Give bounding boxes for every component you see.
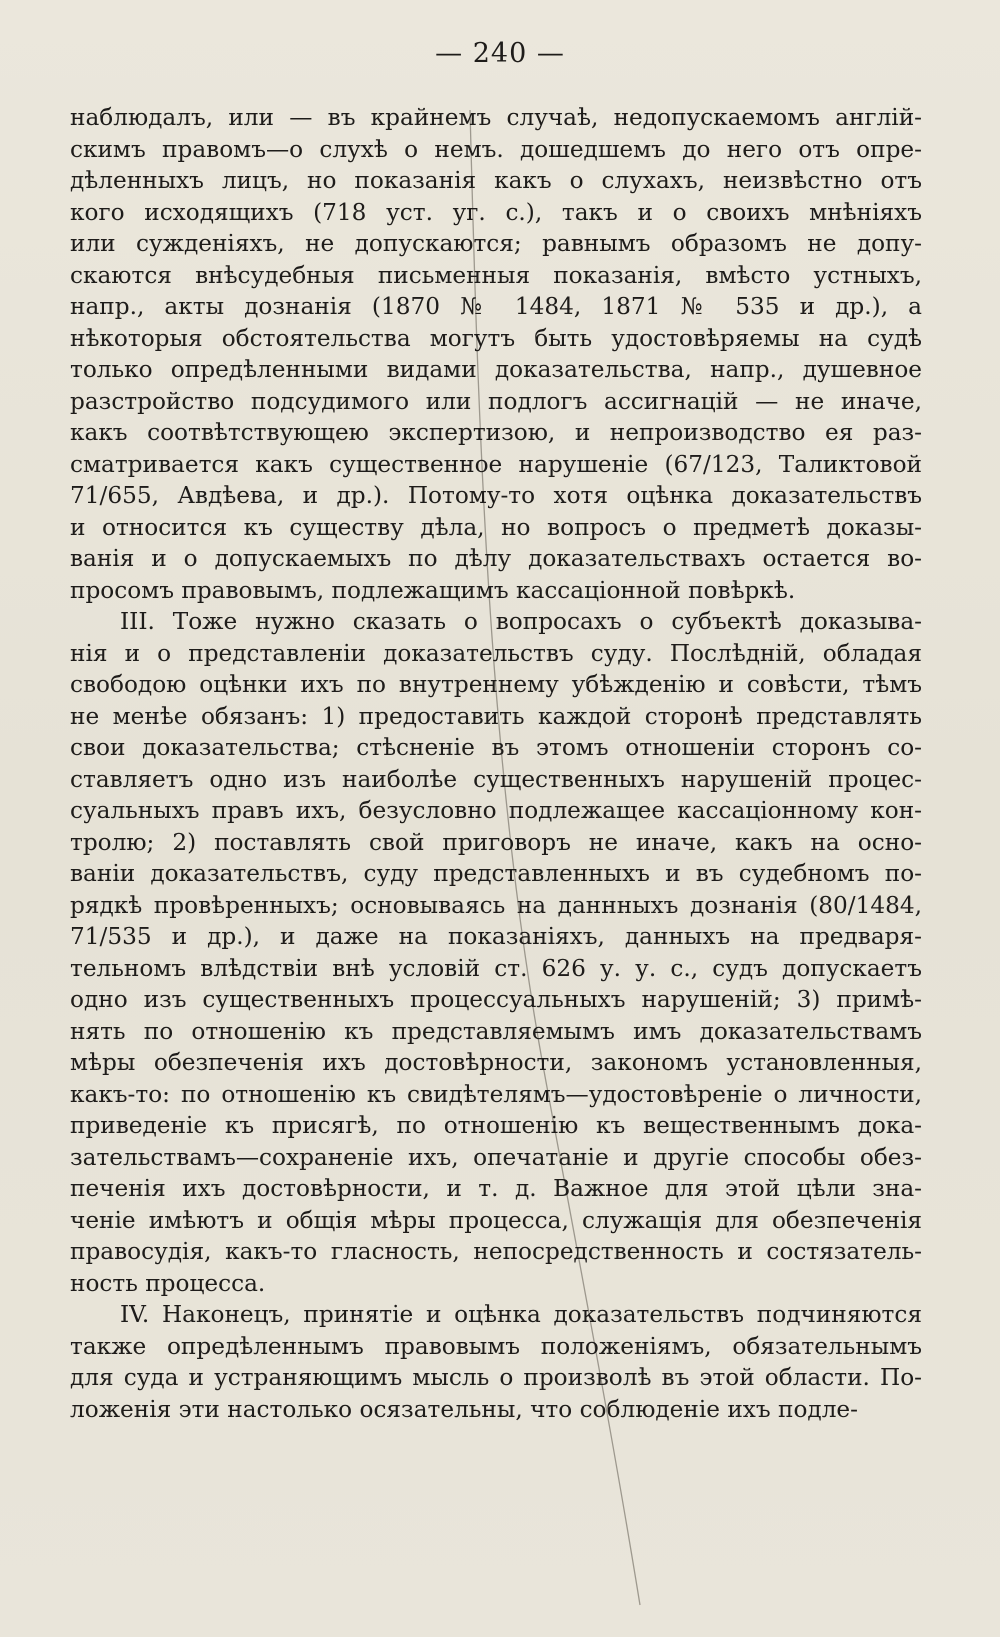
- text-line: правосудія, какъ-то гласность, непосредственность и состязатель-: [70, 1238, 922, 1265]
- text-line: тельномъ влѣдствіи внѣ условій ст. 626 у. у. с., судъ допускаетъ: [70, 954, 922, 982]
- text-line: дѣленныхъ лицъ, но показанія какъ о слухахъ, неизвѣстно отъ: [70, 167, 922, 194]
- text-line: 71/535 и др.), и даже на показаніяхъ, данныхъ на предваря-: [70, 923, 922, 950]
- text-line: только опредѣленными видами доказательства, напр., душевное: [70, 356, 922, 383]
- text-line: также опредѣленнымъ правовымъ положеніямъ, обязательнымъ: [70, 1332, 922, 1360]
- text-line: какъ соотвѣтствующею экспертизою, и непроизводство ея раз-: [70, 419, 922, 446]
- text-line: какъ-то: по отношенію къ свидѣтелямъ—удостовѣреніе о личности,: [70, 1080, 922, 1108]
- text-line: тролю; 2) поставлять свой приговоръ не иначе, какъ на осно-: [70, 828, 922, 856]
- paragraph: [70, 102, 922, 606]
- text-line: напр., акты дознанія (1870 № 1484, 1871 № 535 и др.), а: [70, 293, 922, 320]
- text-line: ванія и о допускаемыхъ по дѣлу доказательствахъ остается во-: [70, 545, 922, 572]
- text-line: для суда и устраняющимъ мысль о произволѣ въ этой области. По-: [70, 1364, 922, 1391]
- text-line: 71/655, Авдѣева, и др.). Потому-то хотя оцѣнка доказательствъ: [70, 482, 922, 509]
- text-line: ваніи доказательствъ, суду представленныхъ и въ судебномъ по-: [70, 860, 922, 887]
- text-line: ложенія эти настолько осязательны, что соблюденіе ихъ подле-: [70, 1395, 858, 1423]
- text-line: суальныхъ правъ ихъ, безусловно подлежащее кассаціонному кон-: [70, 797, 922, 824]
- text-line: ность процесса.: [70, 1269, 266, 1297]
- text-line: или сужденіяхъ, не допускаются; равнымъ образомъ не допу-: [70, 230, 922, 257]
- text-line: просомъ правовымъ, подлежащимъ кассаціонной повѣркѣ.: [70, 576, 796, 604]
- text-line: разстройство подсудимого или подлогъ ассигнацій — не иначе,: [70, 387, 922, 415]
- text-line: зательствамъ—сохраненіе ихъ, опечатаніе и другіе способы обез-: [70, 1143, 922, 1171]
- text-line: нія и о представленіи доказательствъ суду. Послѣдній, обладая: [70, 639, 922, 667]
- paragraph: [70, 606, 922, 1299]
- text-line: и относится къ существу дѣла, но вопросъ о предметѣ доказы-: [70, 513, 922, 541]
- text-line: кого исходящихъ (718 уст. уг. с.), такъ и о своихъ мнѣніяхъ: [70, 198, 922, 226]
- text-line: мѣры обезпеченія ихъ достовѣрности, закономъ установленныя,: [70, 1049, 922, 1076]
- paragraph: [70, 1299, 922, 1425]
- text-line: одно изъ существенныхъ процессуальныхъ нарушеній; 3) примѣ-: [70, 986, 922, 1013]
- text-line: рядкѣ провѣренныхъ; основываясь на даннныхъ дознанія (80/1484,: [70, 891, 922, 919]
- text-line: скаются внѣсудебныя письменныя показанія, вмѣсто устныхъ,: [70, 261, 922, 289]
- page-number: — 240 —: [435, 38, 565, 69]
- text-line: печенія ихъ достовѣрности, и т. д. Важное для этой цѣли зна-: [70, 1175, 922, 1202]
- text-line: нѣкоторыя обстоятельства могутъ быть удостовѣряемы на судѣ: [70, 324, 922, 352]
- body-text: [70, 102, 922, 1425]
- text-line: свои доказательства; стѣсненіе въ этомъ отношеніи сторонъ со-: [70, 734, 922, 761]
- text-line: IV. Наконецъ, принятіе и оцѣнка доказательствъ подчиняются: [120, 1301, 922, 1328]
- text-line: скимъ правомъ—о слухѣ о немъ. дошедшемъ до него отъ опре-: [70, 135, 922, 163]
- text-line: наблюдалъ, или — въ крайнемъ случаѣ, недопускаемомъ англій-: [70, 104, 922, 131]
- text-line: III. Тоже нужно сказать о вопросахъ о субъектѣ доказыва-: [120, 608, 922, 635]
- text-line: сматривается какъ существенное нарушеніе (67/123, Таликтовой: [70, 450, 922, 478]
- text-line: свободою оцѣнки ихъ по внутреннему убѣжденію и совѣсти, тѣмъ: [70, 671, 922, 698]
- text-line: нять по отношенію къ представляемымъ имъ доказательствамъ: [70, 1017, 922, 1045]
- text-line: ченіе имѣютъ и общія мѣры процесса, служащія для обезпеченія: [70, 1206, 922, 1234]
- text-line: не менѣе обязанъ: 1) предоставить каждой сторонѣ представлять: [70, 702, 922, 730]
- text-line: ставляетъ одно изъ наиболѣе существенныхъ нарушеній процес-: [70, 765, 922, 793]
- text-line: приведеніе къ присягѣ, по отношенію къ вещественнымъ дока-: [70, 1112, 922, 1139]
